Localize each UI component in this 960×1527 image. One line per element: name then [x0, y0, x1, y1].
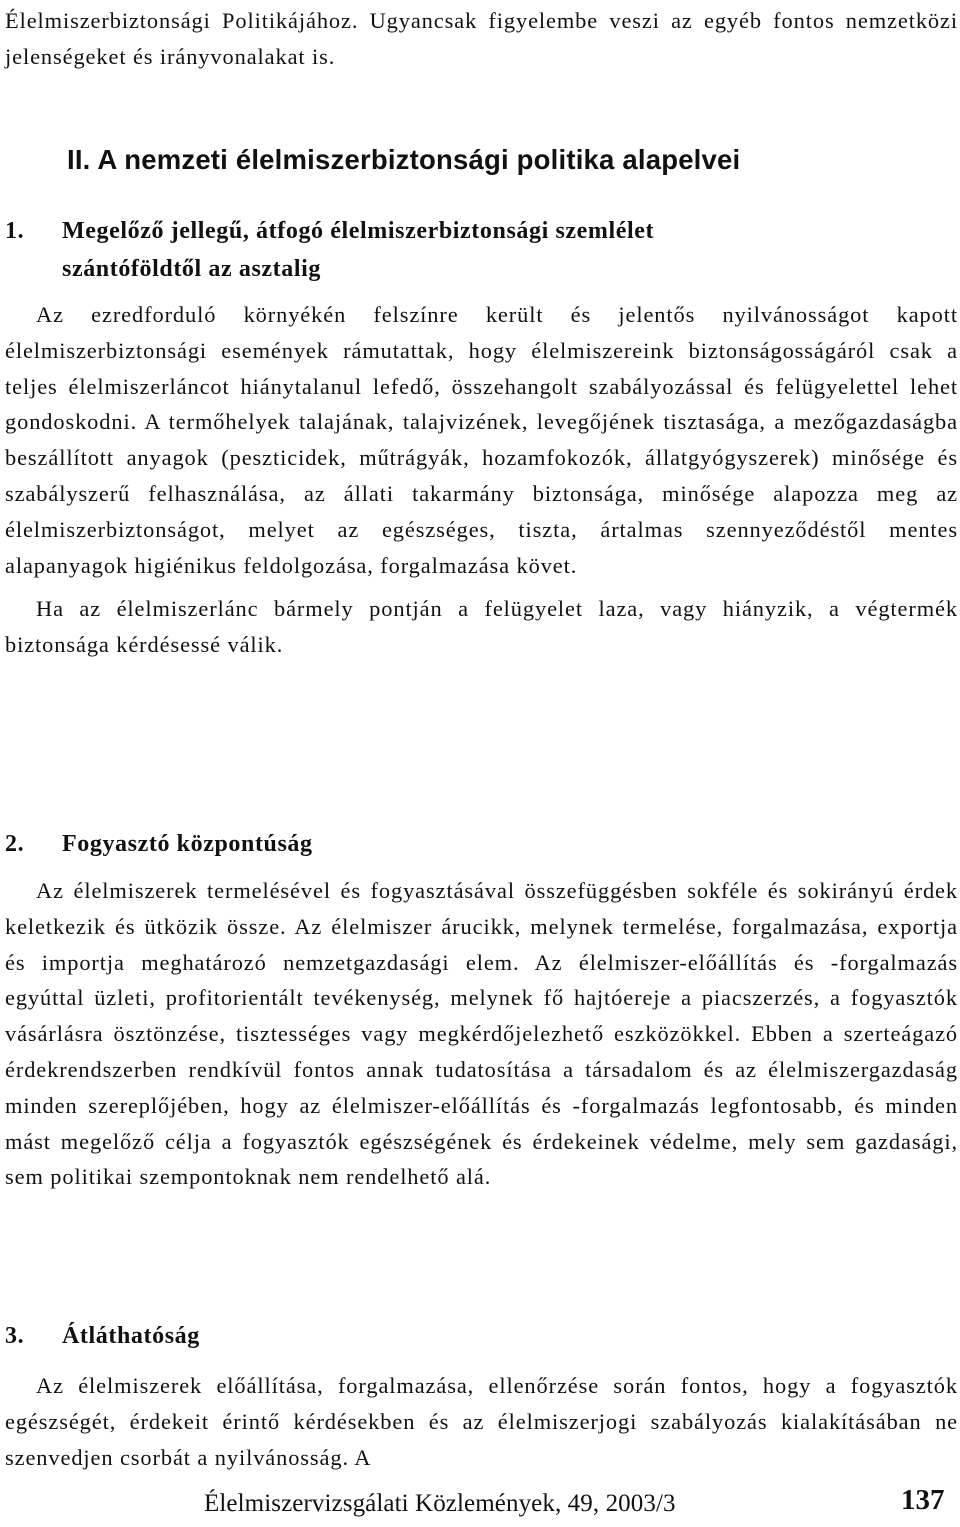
subsection-3-heading	[5, 1317, 200, 1355]
section-title: II. A nemzeti élelmiszerbiztonsági politika alapelvei	[67, 144, 741, 175]
subsection-2-number: 2.	[5, 831, 25, 857]
subsection-1-body	[5, 297, 958, 663]
subsection-2-heading	[5, 825, 313, 863]
subsection-1-title-line1: Megelőző jellegű, átfogó élelmiszerbiztonsági szemlélet	[62, 218, 655, 244]
subsection-2-body	[5, 873, 958, 1195]
subsection-3-body	[5, 1368, 958, 1475]
subsection-3-title: Átláthatóság	[62, 1323, 200, 1349]
document-page	[5, 0, 958, 1470]
subsection-3-number: 3.	[5, 1323, 25, 1349]
intro-paragraph: Élelmiszerbiztonsági Politikájához. Ugyancsak figyelembe veszi az egyéb fontos nemzetközi jelenségeket és irányvonalakat is.	[5, 8, 958, 69]
subsection-2-title: Fogyasztó központúság	[62, 831, 313, 857]
subsection-1-paragraph-2: Ha az élelmiszerlánc bármely pontján a felügyelet laza, vagy hiányzik, a végtermék biztonsága kérdésessé válik.	[5, 596, 958, 658]
journal-footer: Élelmiszervizsgálati Közlemények, 49, 2003/3	[204, 1490, 676, 1517]
subsection-1-paragraph-1: Az ezredforduló környékén felszínre került és jelentős nyilvánosságot kapott élelmiszerbiztonsági események rámutattak, hogy élelmiszereink biztonságosságáról csak a teljes élelmiszerláncot hiánytalanul lefedő, összehangolt szabályozással és felügyelettel lehet gondoskodni. A termőhelyek talajának, talajvizének, levegőjének tisztasága, a mezőgazdaságba beszállított anyagok (peszticidek, műtrágyák, hozamfokozók, állatgyógyszerek) minősége és szabályszerű felhasználása, az állati takarmány biztonsága, minősége alapozza meg az élelmiszerbiztonságot, melyet az egészséges, tiszta, ártalmas szennyeződéstől mentes alapanyagok higiénikus feldolgozása, forgalmazása követ.	[5, 302, 958, 578]
subsection-1-heading	[5, 212, 654, 288]
subsection-3-paragraph-1: Az élelmiszerek előállítása, forgalmazása, ellenőrzése során fontos, hogy a fogyasztók egészségét, érdekeit érintő kérdésekben és az élelmiszerjogi szabályozás kialakításában ne szenvedjen csorbát a nyilvánosság. A	[5, 1373, 958, 1470]
subsection-1-title-line2: szántóföldtől az asztalig	[62, 256, 321, 282]
page-number: 137	[901, 1484, 945, 1516]
subsection-1-number: 1.	[5, 218, 25, 244]
subsection-2-paragraph-1: Az élelmiszerek termelésével és fogyasztásával összefüggésben sokféle és sokirányú érdek keletkezik és ütközik össze. Az élelmiszer árucikk, melynek termelése, forgalmazása, exportja és importja meghatározó nemzetgazdasági elem. Az élelmiszer-előállítás és -forgalmazás egyúttal üzleti, profitorientált tevékenység, melynek fő hajtóereje a piacszerzés, a fogyasztók vásárlásra ösztönzése, tisztességes vagy megkérdőjelezhető eszközökkel. Ebben a szerteágazó érdekrendszerben rendkívül fontos annak tudatosítása a társadalom és az élelmiszergazdaság minden szereplőjében, hogy az élelmiszer-előállítás és -forgalmazás legfontosabb, és minden mást megelőző célja a fogyasztók egészségének és érdekeinek védelme, mely sem gazdasági, sem politikai szempontoknak nem rendelhető alá.	[5, 878, 958, 1190]
